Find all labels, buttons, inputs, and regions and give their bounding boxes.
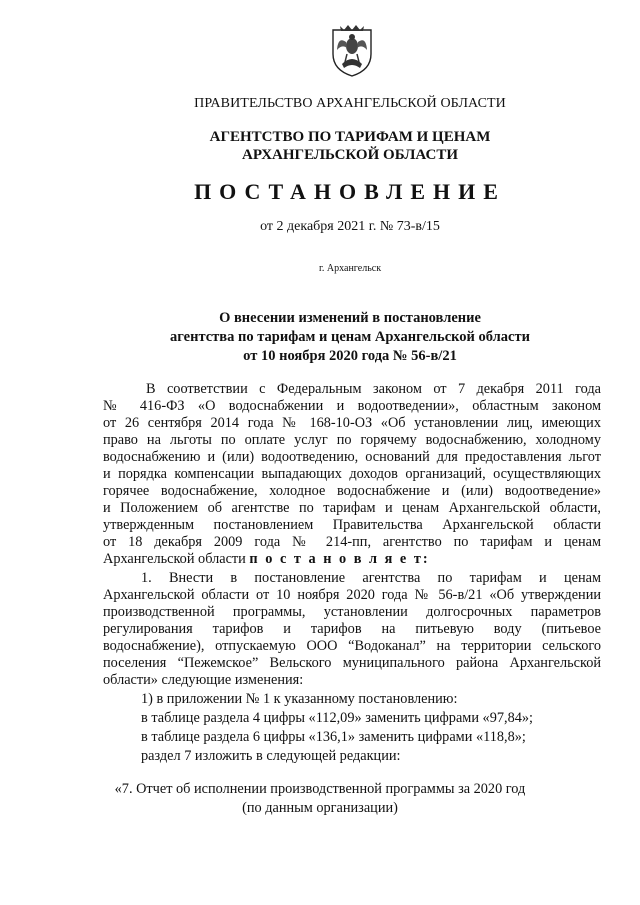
subject-line3: от 10 ноября 2020 года № 56-в/21 xyxy=(243,348,457,364)
body-line: 1. Внести в постановление агентства по тарифам и ценам xyxy=(141,570,601,586)
amendment-item: в таблице раздела 4 цифры «112,09» заменить цифрами «97,84»; xyxy=(141,710,533,726)
body-line-resolves xyxy=(103,551,601,568)
amendment-item: 1) в приложении № 1 к указанному постановлению: xyxy=(141,691,458,707)
amendment-item: в таблице раздела 6 цифры «136,1» заменить цифрами «118,8»; xyxy=(141,729,526,745)
body-line: горячее водоснабжение, холодное водоснабжение и (или) водоотведение» xyxy=(103,483,601,499)
document-date-number: от 2 декабря 2021 г. № 73-в/15 xyxy=(260,219,440,234)
body-line: и порядка компенсации выпадающих доходов организаций, осуществляющих xyxy=(103,466,601,482)
subject-line1: О внесении изменений в постановление xyxy=(219,310,481,326)
resolves-prefix: Архангельской области xyxy=(103,551,246,567)
body-line: утвержденным постановлением Правительства Архангельской области xyxy=(103,517,601,533)
body-line: поселения “Пежемское” Вельского муниципального района Архангельской xyxy=(103,655,601,671)
body-line: Архангельской области от 10 ноября 2020 года № 56-в/21 «Об утверждении xyxy=(103,587,601,603)
body-line: № 416-ФЗ «О водоснабжении и водоотведении», областным законом xyxy=(103,398,601,414)
government-name: ПРАВИТЕЛЬСТВО АРХАНГЕЛЬСКОЙ ОБЛАСТИ xyxy=(194,96,506,111)
coat-of-arms-emblem xyxy=(330,24,374,78)
report-subtitle: (по данным организации) xyxy=(242,800,398,816)
document-subject xyxy=(60,309,640,366)
document-city: г. Архангельск xyxy=(318,263,382,274)
resolves-keyword: п о с т а н о в л я е т: xyxy=(249,551,430,567)
body-line: производственной программы, установлении долгосрочных параметров xyxy=(103,604,601,620)
body-line: водоснабжению и (или) водоотведению, оснований для предоставления льгот xyxy=(103,449,601,465)
agency-name-line2: АРХАНГЕЛЬСКОЙ ОБЛАСТИ xyxy=(242,147,458,163)
body-line: В соответствии с Федеральным законом от 7 декабря 2011 года xyxy=(146,381,601,397)
body-line: водоснабжение), отпускаемую ООО “Водоканал” на территории сельского xyxy=(103,638,601,654)
body-line: и Положением об агентстве по тарифам и ценам Архангельской области, xyxy=(103,500,601,516)
document-type-title: ПОСТАНОВЛЕНИЕ xyxy=(194,179,506,204)
body-line: области» следующие изменения: xyxy=(103,672,304,688)
agency-name xyxy=(60,128,640,164)
agency-name-line1: АГЕНТСТВО ПО ТАРИФАМ И ЦЕНАМ xyxy=(209,129,491,145)
report-title: «7. Отчет об исполнении производственной программы за 2020 год xyxy=(114,781,526,797)
body-line: регулирования тарифов и тарифов на питьевую воду (питьевое xyxy=(103,621,601,637)
subject-line2: агентства по тарифам и ценам Архангельской области xyxy=(170,329,530,345)
body-line: от 26 сентября 2014 года № 168-10-ОЗ «Об установлении лиц, имеющих xyxy=(103,415,601,431)
body-line: право на льготы по оплате услуг по горячему водоснабжению, холодному xyxy=(103,432,601,448)
body-line: от 18 декабря 2009 года № 214-пп, агентство по тарифам и ценам xyxy=(103,534,601,550)
amendment-item: раздел 7 изложить в следующей редакции: xyxy=(141,748,401,764)
